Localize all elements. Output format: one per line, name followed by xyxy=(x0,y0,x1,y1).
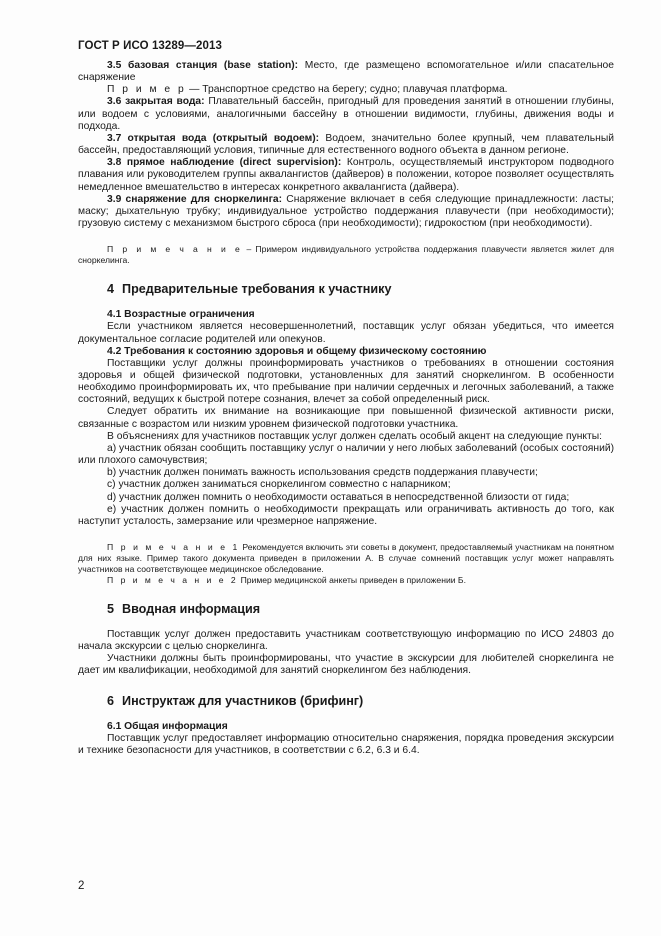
term-definition: Плавательный бассейн, пригодный для проведения занятий в отношении глубины, или водоем с условиями, аналогичными бассейну в отношении видимости, глубины, движения воды и подхода. xyxy=(78,96,614,132)
list-item: е) участник должен помнить о необходимости прекращать или ограничивать активность до того, как наступит усталость, замерзание или чрезмерное напряжение. xyxy=(78,503,614,527)
section-title: Вводная информация xyxy=(122,602,261,616)
term-definition: Контроль, осуществляемый инструктором подводного плавания или руководителем группы аквалангистов (дайверов) в положении, которое позволяет осуществлять немедленное вмешательство в интересах конкретного аквалангиста (дайвера). xyxy=(78,157,614,193)
term-3-6 xyxy=(78,96,614,132)
term-3-7 xyxy=(78,133,614,157)
paragraph: Следует обратить их внимание на возникающие при повышенной физической активности риски, связанные с возрастом или низким уровнем физической подготовки участника. xyxy=(78,406,614,430)
list-item: b) участник должен понимать важность использования средств поддержания плавучести; xyxy=(107,467,538,479)
note-label: П р и м е ч а н и е 1 xyxy=(107,542,240,552)
list-item: d) участник должен помнить о необходимости оставаться в непосредственной близости от гида; xyxy=(107,491,570,503)
section-title: Инструктаж для участников (брифинг) xyxy=(122,693,364,708)
section-4-heading xyxy=(78,282,614,297)
note-3-9 xyxy=(78,244,614,266)
term-title: 3.8 прямое наблюдение (direct supervision): xyxy=(107,157,342,169)
section-6-heading xyxy=(78,694,614,709)
note-label: П р и м е ч а н и е 2 xyxy=(107,575,239,585)
note-label: П р и м е ч а н и е xyxy=(107,244,243,255)
paragraph: Если участником является несовершеннолетний, поставщик услуг обязан убедиться, что имеется документальное согласие родителей или опекунов. xyxy=(78,321,614,345)
section-title: Предварительные требования к участнику xyxy=(122,282,392,297)
term-title: 3.6 закрытая вода: xyxy=(107,96,205,108)
term-3-5 xyxy=(78,60,614,84)
term-3-8 xyxy=(78,157,614,193)
paragraph: Поставщик услуг должен предоставить участникам соответствующую информацию по ИСО 24803 до начала экскурсии с целью сноркелинга. xyxy=(78,629,614,653)
term-title: 3.7 открытая вода (открытый водоем): xyxy=(107,132,320,144)
note-4-1 xyxy=(78,542,614,575)
example-label: П р и м е р xyxy=(107,84,187,96)
subsection-4-1-heading: 4.1 Возрастные ограничения xyxy=(107,309,255,321)
term-definition: Водоем, значительно более крупный, чем плавательный бассейн, предоставляющий условия, типичные для естественного водного объекта в данном регионе. xyxy=(78,132,614,157)
term-title: 3.9 снаряжение для сноркелинга: xyxy=(107,193,283,205)
subsection-6-1-heading: 6.1 Общая информация xyxy=(107,720,228,732)
paragraph: В объяснениях для участников поставщик услуг должен сделать особый акцент на следующие пункты: xyxy=(107,430,603,442)
list-item: а) участник обязан сообщить поставщику услуг о наличии у него любых заболеваний (особых состояний) или плохого самочувствия; xyxy=(78,442,614,467)
term-definition: Место, где размещено вспомогательное и/или спасательное снаряжение xyxy=(78,60,614,84)
page-number: 2 xyxy=(78,880,85,892)
section-number: 4 xyxy=(107,282,115,297)
list-item: с) участник должен заниматься сноркелингом совместно с напарником; xyxy=(107,479,451,491)
section-5-heading xyxy=(78,602,614,617)
section-number: 5 xyxy=(107,602,115,616)
term-3-9 xyxy=(78,194,614,230)
example-text: — Транспортное средство на берегу; судно; плавучая платформа. xyxy=(189,84,508,96)
note-4-2 xyxy=(78,575,614,586)
section-number: 6 xyxy=(107,693,115,708)
document-body xyxy=(78,60,614,757)
subsection-4-2-heading: 4.2 Требования к состоянию здоровья и общему физическому состоянию xyxy=(107,345,487,357)
paragraph: Участники должны быть проинформированы, что участие в экскурсии для любителей сноркелинга не дает им квалификации, необходимой для занятий сноркелингом без наблюдения. xyxy=(78,653,614,677)
document-header: ГОСТ Р ИСО 13289—2013 xyxy=(78,40,223,52)
paragraph: Поставщик услуг предоставляет информацию относительно снаряжения, порядка проведения экскурсии и технике безопасности для участников, в соответствии с 6.2, 6.3 и 6.4. xyxy=(78,732,614,756)
note-text: Пример медицинской анкеты приведен в приложении Б. xyxy=(240,575,466,585)
paragraph: Поставщики услуг должны проинформировать участников о требованиях в отношении состояния здоровья и общей физической подготовки, установленных для занятий сноркелингом. В особенности необходимо проинформировать их, что пребывание при наличии сердечных и легочных заболеваний, а также состояний, ведущих к быстрой потере сознания, влечет за собой определенный риск. xyxy=(78,357,614,406)
note-text: – Примером индивидуального устройства поддержания плавучести является жилет для сноркелинга. xyxy=(78,244,615,266)
term-example xyxy=(78,84,614,96)
note-text: Рекомендуется включить эти советы в документ, предоставляемый участникам на понятном для них языке. Пример такого документа приведен в приложении А. В случае сомнений поставщик услуг может направлять участников на соответствующее медицинское обследование. xyxy=(78,542,615,574)
term-title: 3.5 базовая станция (base station): xyxy=(107,60,299,71)
term-definition: Снаряжение включает в себя следующие принадлежности: ласты; маску; дыхательную трубку; индивидуальное устройство поддержания плавучести (при необходимости); грузовую систему с механизмом быстрого сброса (при необходимости); гидрокостюм (при необходимости). xyxy=(78,193,614,230)
